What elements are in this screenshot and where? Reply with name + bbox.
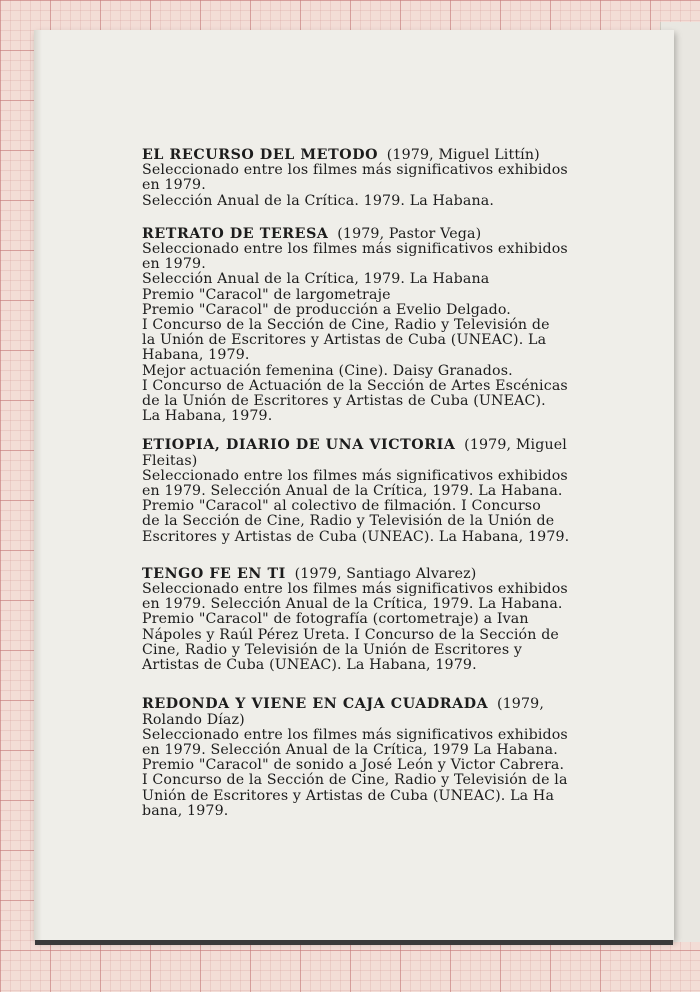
film-award-line: Unión de Escritores y Artistas de Cuba (UNEAC). La Ha — [142, 787, 555, 804]
film-award-line: Selección Anual de la Crítica, 1979. La Habana — [142, 271, 490, 288]
film-award-line: Fleitas) — [142, 452, 198, 469]
film-award-line: Premio "Caracol" de largometraje — [142, 286, 391, 303]
film-year-director: (1979, Miguel Littín) — [386, 147, 540, 163]
document-page — [34, 30, 674, 940]
film-award-line: Habana, 1979. — [142, 347, 250, 364]
film-year-director: (1979, Pastor Vega) — [337, 225, 482, 242]
film-award-line: Seleccionado entre los filmes más significativos exhibidos — [142, 467, 568, 484]
film-entry — [142, 148, 580, 209]
film-title: EL RECURSO DEL METODO — [142, 147, 379, 163]
film-entry-heading — [142, 567, 580, 582]
film-award-line: Seleccionado entre los filmes más significativos exhibidos — [142, 241, 568, 258]
film-award-line: Seleccionado entre los filmes más significativos exhibidos — [142, 581, 568, 598]
film-award-line: Artistas de Cuba (UNEAC). La Habana, 1979. — [142, 657, 477, 674]
film-award-line: Premio "Caracol" de fotografía (cortometraje) a Ivan — [142, 611, 529, 628]
film-entry — [142, 567, 580, 673]
film-award-line: I Concurso de la Sección de Cine, Radio y Televisión de la — [142, 772, 568, 789]
film-award-line: en 1979. Selección Anual de la Crítica, 1979 La Habana. — [142, 741, 558, 758]
film-award-line: I Concurso de Actuación de la Sección de Artes Escénicas — [142, 377, 568, 394]
film-title: TENGO FE EN TI — [142, 565, 286, 582]
film-award-line: de la Unión de Escritores y Artistas de Cuba (UNEAC). — [142, 393, 546, 410]
film-award-line: Selección Anual de la Crítica. 1979. La Habana. — [142, 192, 495, 209]
film-entry-heading — [142, 148, 580, 163]
film-year-director: (1979, Santiago Alvarez) — [294, 565, 477, 582]
film-award-line: Mejor actuación femenina (Cine). Daisy Granados. — [142, 362, 513, 379]
film-award-line: en 1979. — [142, 177, 206, 194]
film-entry — [142, 227, 580, 425]
film-award-line: bana, 1979. — [142, 802, 229, 819]
film-title: RETRATO DE TERESA — [142, 225, 329, 242]
film-entry-heading — [142, 697, 580, 712]
film-award-line: en 1979. Selección Anual de la Crítica, 1979. La Habana. — [142, 483, 563, 500]
film-award-line: Premio "Caracol" al colectivo de filmación. I Concurso — [142, 498, 541, 515]
film-award-line: Seleccionado entre los filmes más significativos exhibidos — [142, 726, 568, 743]
film-award-line: Premio "Caracol" de sonido a José León y Victor Cabrera. — [142, 757, 565, 774]
film-award-line: Rolando Díaz) — [142, 711, 245, 728]
film-award-line: I Concurso de la Sección de Cine, Radio y Televisión de — [142, 317, 550, 334]
film-title: REDONDA Y VIENE EN CAJA CUADRADA — [142, 696, 489, 713]
film-entry — [142, 697, 580, 819]
film-entry-heading — [142, 438, 580, 453]
page-fold-shadow — [34, 30, 42, 940]
film-award-line: La Habana, 1979. — [142, 408, 273, 425]
film-award-line: Seleccionado entre los filmes más significativos exhibidos — [142, 162, 568, 179]
film-award-line: en 1979. Selección Anual de la Crítica, 1979. La Habana. — [142, 596, 563, 613]
film-title: ETIOPIA, DIARIO DE UNA VICTORIA — [142, 437, 456, 454]
film-award-line: Cine, Radio y Televisión de la Unión de Escritores y — [142, 641, 523, 658]
filmography-list — [142, 148, 580, 819]
film-entry-heading — [142, 227, 580, 242]
film-year-director: (1979, Miguel — [464, 437, 567, 454]
film-award-line: Premio "Caracol" de producción a Evelio Delgado. — [142, 301, 511, 318]
film-award-line: Escritores y Artistas de Cuba (UNEAC). La Habana, 1979. — [142, 528, 570, 545]
film-award-line: la Unión de Escritores y Artistas de Cuba (UNEAC). La — [142, 332, 547, 349]
film-year-director: (1979, — [496, 696, 544, 713]
film-award-line: en 1979. — [142, 256, 206, 273]
film-entry — [142, 438, 580, 544]
film-award-line: Nápoles y Raúl Pérez Ureta. I Concurso de la Sección de — [142, 626, 559, 643]
film-award-line: de la Sección de Cine, Radio y Televisión de la Unión de — [142, 513, 555, 530]
